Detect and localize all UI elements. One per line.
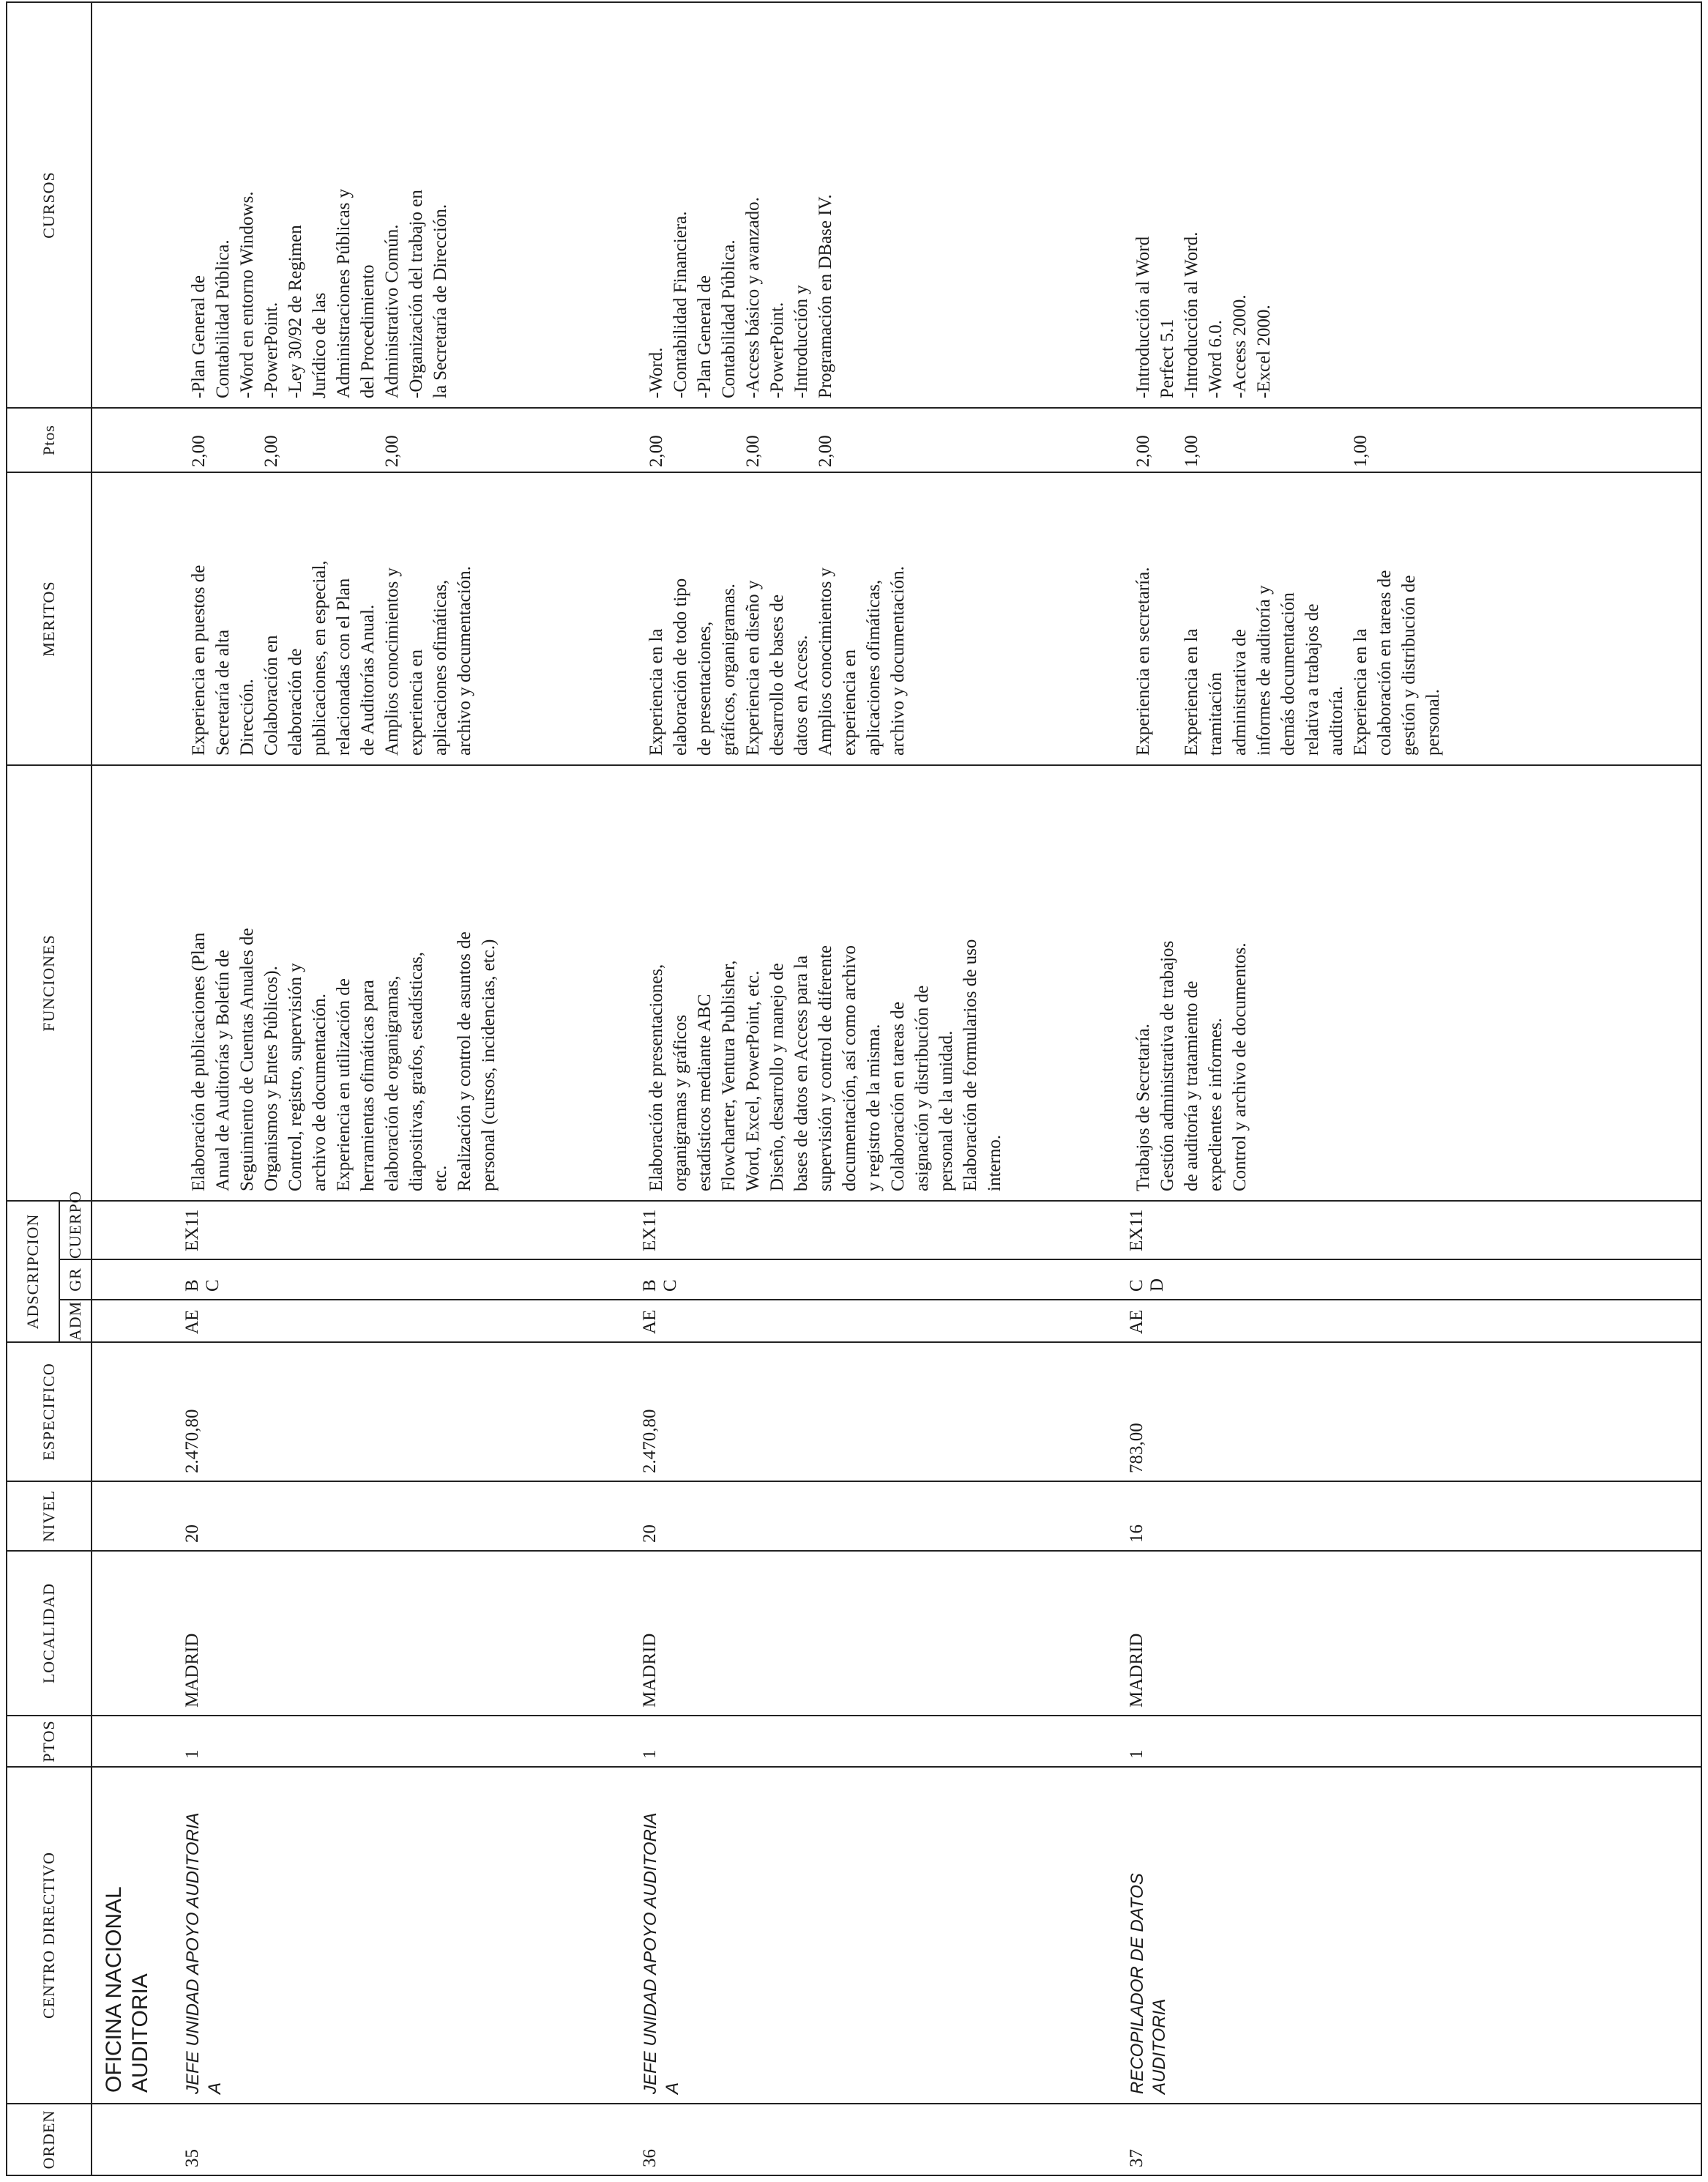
text-line: -Word en entorno Windows.: [237, 191, 257, 398]
text-line: -Introducción al Word: [1133, 236, 1153, 398]
header-centro-directivo: CENTRO DIRECTIVO: [7, 1767, 92, 2104]
text-line: -PowerPoint.: [767, 302, 787, 398]
adm-value: AE: [182, 1309, 202, 1334]
text-line: -PowerPoint.: [261, 302, 281, 398]
text-line: diapositivas, grafos, estadísticas,: [406, 951, 426, 1191]
text-line: asignación y distribución de: [912, 985, 932, 1191]
text-line: Colaboración en: [261, 635, 281, 756]
text-line: Elaboración de formularios de uso: [961, 939, 980, 1191]
text-line: Experiencia en secretaría.: [1133, 567, 1153, 756]
text-line: Experiencia en utilización de: [334, 978, 354, 1191]
text-line: -Introducción al Word.: [1182, 231, 1201, 398]
text-line: colaboración en tareas de: [1375, 570, 1395, 756]
text-line: etc.: [430, 1165, 450, 1191]
text-line: Trabajos de Secretaría.: [1133, 1024, 1153, 1191]
text-line: organigramas y gráficos: [671, 1014, 690, 1191]
nivel-value: 20: [182, 1524, 202, 1543]
text-line: gestión y distribución de: [1399, 575, 1419, 756]
text-line: elaboración de: [286, 648, 305, 756]
header-meritos: MERITOS: [7, 472, 92, 765]
especifico-value: 2.470,80: [182, 1409, 202, 1473]
text-line: desarrollo de bases de: [767, 594, 787, 756]
gr-value: B: [182, 1279, 202, 1292]
cuerpo-value: EX11: [640, 1209, 660, 1251]
text-line: -Ley 30/92 de Regimen: [286, 225, 305, 398]
text-line: Diseño, desarrollo y manejo de: [767, 963, 787, 1191]
puesto-line: A: [663, 2082, 682, 2094]
text-line: -Access 2000.: [1230, 294, 1250, 398]
cursos-text: [179, 3, 455, 407]
text-line: Administraciones Públicas y: [334, 188, 354, 398]
text-line: -Excel 2000.: [1254, 305, 1274, 398]
meritos-puntos: [179, 409, 407, 472]
text-line: archivo y documentación.: [888, 566, 908, 756]
text-line: Secretaría de alta: [213, 629, 233, 756]
text-line: 2,00: [382, 435, 402, 467]
text-line: Experiencia en la: [1351, 628, 1370, 756]
text-line: [668, 412, 693, 467]
funciones-text: [637, 766, 1010, 1200]
puesto-line: RECOPILADOR DE DATOS: [1127, 1873, 1147, 2094]
unit-row: [92, 2, 179, 2175]
cuerpo-value: EX11: [1127, 1209, 1146, 1251]
text-line: Dirección.: [237, 679, 257, 756]
cursos-text: [1124, 3, 1279, 407]
especifico-value: 783,00: [1127, 1423, 1146, 1473]
text-line: interno.: [985, 1134, 1004, 1191]
text-line: 2,00: [1133, 435, 1153, 467]
ptos-value: 1: [640, 1749, 660, 1759]
text-line: [1324, 412, 1349, 467]
text-line: -Plan General de: [189, 275, 209, 398]
text-line: aplicaciones ofimáticas,: [430, 579, 450, 756]
table-row: [179, 2, 637, 2175]
text-line: herramientas ofimáticas para: [358, 980, 378, 1191]
nivel-value: 20: [640, 1524, 660, 1543]
text-line: personal (cursos, incidencias, etc.): [479, 939, 499, 1191]
text-line: experiencia en: [840, 649, 859, 756]
text-line: Realización y control de asuntos de: [455, 931, 474, 1191]
text-line: [789, 412, 813, 467]
header-cursos: CURSOS: [7, 2, 92, 408]
text-line: [332, 412, 356, 467]
text-line: Amplios conocimientos y: [382, 567, 402, 756]
orden-value: 37: [1127, 2149, 1146, 2167]
text-line: [693, 412, 717, 467]
text-line: relacionadas con el Plan: [334, 578, 354, 756]
orden-value: 35: [182, 2149, 202, 2167]
text-line: -Access básico y avanzado.: [743, 197, 763, 398]
unit-name-line2: AUDITORIA: [128, 1973, 152, 2093]
text-line: Flowcharter, Ventura Publisher,: [719, 960, 739, 1191]
text-line: Colaboración en tareas de: [888, 1002, 908, 1191]
rpt-table: [6, 1, 1702, 2176]
text-line: informes de auditoría y: [1254, 585, 1274, 756]
text-line: -Word 6.0.: [1206, 320, 1226, 398]
text-line: administrativa de: [1230, 629, 1250, 756]
text-line: auditoría.: [1327, 685, 1346, 756]
meritos-puntos: [1124, 409, 1376, 472]
text-line: [1276, 412, 1300, 467]
text-line: bases de datos en Access para la: [791, 955, 811, 1191]
text-line: [1155, 412, 1179, 467]
header-ptos-meritos: Ptos: [7, 408, 92, 472]
text-line: expedientes e informes.: [1206, 1018, 1226, 1191]
text-line: elaboración de todo tipo: [671, 578, 690, 756]
gr-value: B: [640, 1279, 660, 1292]
header-ptos: PTOS: [7, 1716, 92, 1767]
text-line: publicaciones, en especial,: [310, 560, 329, 756]
meritos-text: [179, 473, 480, 764]
text-line: [211, 412, 235, 467]
text-line: [765, 412, 789, 467]
text-line: Elaboración de publicaciones (Plan: [189, 932, 209, 1191]
text-line: 2,00: [816, 435, 835, 467]
text-line: 2,00: [189, 435, 209, 467]
header-funciones: FUNCIONES: [7, 765, 92, 1201]
text-line: la Secretaría de Dirección.: [430, 204, 450, 398]
cursos-text: [637, 3, 840, 407]
text-line: -Word.: [646, 347, 666, 398]
localidad-value: MADRID: [640, 1633, 660, 1708]
text-line: elaboración de organigramas,: [382, 975, 402, 1191]
text-line: de Auditorías Anual.: [358, 604, 378, 756]
text-line: [235, 412, 259, 467]
text-line: Experiencia en la: [1182, 628, 1201, 756]
text-line: Contabilidad Pública.: [719, 239, 739, 398]
text-line: Experiencia en la: [646, 628, 666, 756]
localidad-value: MADRID: [1127, 1633, 1146, 1708]
gr-value: C: [660, 1279, 680, 1292]
text-line: [283, 412, 307, 467]
text-line: datos en Access.: [791, 635, 811, 756]
text-line: y registro de la misma.: [864, 1024, 884, 1191]
text-line: Contabilidad Pública.: [213, 239, 233, 398]
text-line: gráficos, organigramas.: [719, 584, 739, 756]
ptos-value: 1: [182, 1749, 202, 1759]
adm-value: AE: [1127, 1309, 1146, 1334]
especifico-value: 2.470,80: [640, 1409, 660, 1473]
puesto-line: JEFE UNIDAD APOYO AUDITORIA: [641, 1812, 660, 2094]
gr-value: C: [203, 1279, 223, 1292]
adm-value: AE: [640, 1309, 660, 1334]
text-line: 1,00: [1351, 435, 1370, 467]
text-line: Experiencia en puestos de: [189, 565, 209, 756]
text-line: aplicaciones ofimáticas,: [864, 579, 884, 756]
text-line: Control, registro, supervisión y: [286, 963, 305, 1191]
text-line: personal de la unidad.: [936, 1030, 956, 1191]
text-line: Elaboración de presentaciones,: [646, 964, 666, 1191]
text-line: del Procedimiento: [358, 264, 378, 398]
text-line: documentación, así como archivo: [840, 945, 859, 1191]
text-line: Anual de Auditorías y Boletín de: [213, 950, 233, 1191]
nivel-value: 16: [1127, 1524, 1146, 1543]
text-line: estadísticos mediante ABC: [695, 994, 715, 1191]
text-line: experiencia en: [406, 649, 426, 756]
header-adscripcion: ADSCRIPCION: [7, 1201, 59, 1342]
header-localidad: LOCALIDAD: [7, 1551, 92, 1716]
text-line: -Organización del trabajo en: [406, 190, 426, 398]
text-line: relativa a trabajos de: [1302, 603, 1322, 756]
text-line: demás documentación: [1278, 592, 1298, 756]
text-line: [1204, 412, 1228, 467]
text-line: Word, Excel, PowerPoint, etc.: [743, 970, 763, 1191]
text-line: [307, 412, 332, 467]
text-line: 2,00: [646, 435, 666, 467]
meritos-text: [637, 473, 913, 764]
text-line: de presentaciones,: [695, 621, 715, 756]
text-line: archivo y documentación.: [455, 566, 474, 756]
text-line: -Contabilidad Financiera.: [671, 211, 690, 398]
text-line: Control y archivo de documentos.: [1230, 942, 1250, 1191]
text-line: 2,00: [261, 435, 281, 467]
table-row: [637, 2, 1124, 2175]
header-especifico: ESPECIFICO: [7, 1342, 92, 1481]
localidad-value: MADRID: [182, 1633, 202, 1708]
text-line: [1252, 412, 1276, 467]
text-line: [717, 412, 741, 467]
gr-value: D: [1147, 1278, 1167, 1292]
header-cuerpo: CUERPO: [59, 1201, 92, 1259]
text-line: -Plan General de: [695, 275, 715, 398]
text-line: Programación en DBase IV.: [816, 194, 835, 398]
centro-directivo-name: [92, 1767, 179, 2104]
header-gr: GR: [59, 1259, 92, 1300]
header-adm: ADM: [59, 1300, 92, 1342]
text-line: Perfect 5.1: [1157, 319, 1177, 398]
cuerpo-value: EX11: [182, 1209, 202, 1251]
orden-value: 36: [640, 2149, 660, 2167]
text-line: Organismos y Entes Públicos).: [261, 966, 281, 1191]
text-line: supervisión y control de diferente: [816, 945, 835, 1191]
text-line: Administrativo Común.: [382, 224, 402, 398]
ptos-value: 1: [1127, 1749, 1146, 1759]
text-line: 2,00: [743, 435, 763, 467]
unit-name-line1: OFICINA NACIONAL: [102, 1886, 126, 2093]
text-line: personal.: [1423, 689, 1443, 756]
gr-value: C: [1127, 1279, 1146, 1292]
table-row: [1124, 2, 1701, 2175]
text-line: [356, 412, 380, 467]
meritos-puntos: [637, 409, 840, 472]
text-line: [1155, 482, 1179, 756]
meritos-text: [1124, 473, 1448, 764]
text-line: de auditoría y tratamiento de: [1182, 980, 1201, 1191]
funciones-text: [1124, 766, 1255, 1200]
text-line: archivo de documentación.: [310, 993, 329, 1191]
text-line: 1,00: [1182, 435, 1201, 467]
text-line: Gestión administrativa de trabajos: [1157, 940, 1177, 1191]
header-nivel: NIVEL: [7, 1481, 92, 1551]
text-line: [1300, 412, 1324, 467]
text-line: -Introducción y: [791, 285, 811, 398]
puesto-line: A: [205, 2082, 225, 2094]
text-line: Seguimiento de Cuentas Anuales de: [237, 928, 257, 1191]
text-line: tramitación: [1206, 672, 1226, 756]
puesto-line: JEFE UNIDAD APOYO AUDITORIA: [183, 1812, 203, 2094]
text-line: Jurídico de las: [310, 292, 329, 398]
header-orden: ORDEN: [7, 2104, 92, 2175]
text-line: Amplios conocimientos y: [816, 567, 835, 756]
funciones-text: [179, 766, 504, 1200]
puesto-line: AUDITORIA: [1149, 1998, 1169, 2094]
text-line: [1228, 412, 1252, 467]
text-line: Experiencia en diseño y: [743, 580, 763, 756]
